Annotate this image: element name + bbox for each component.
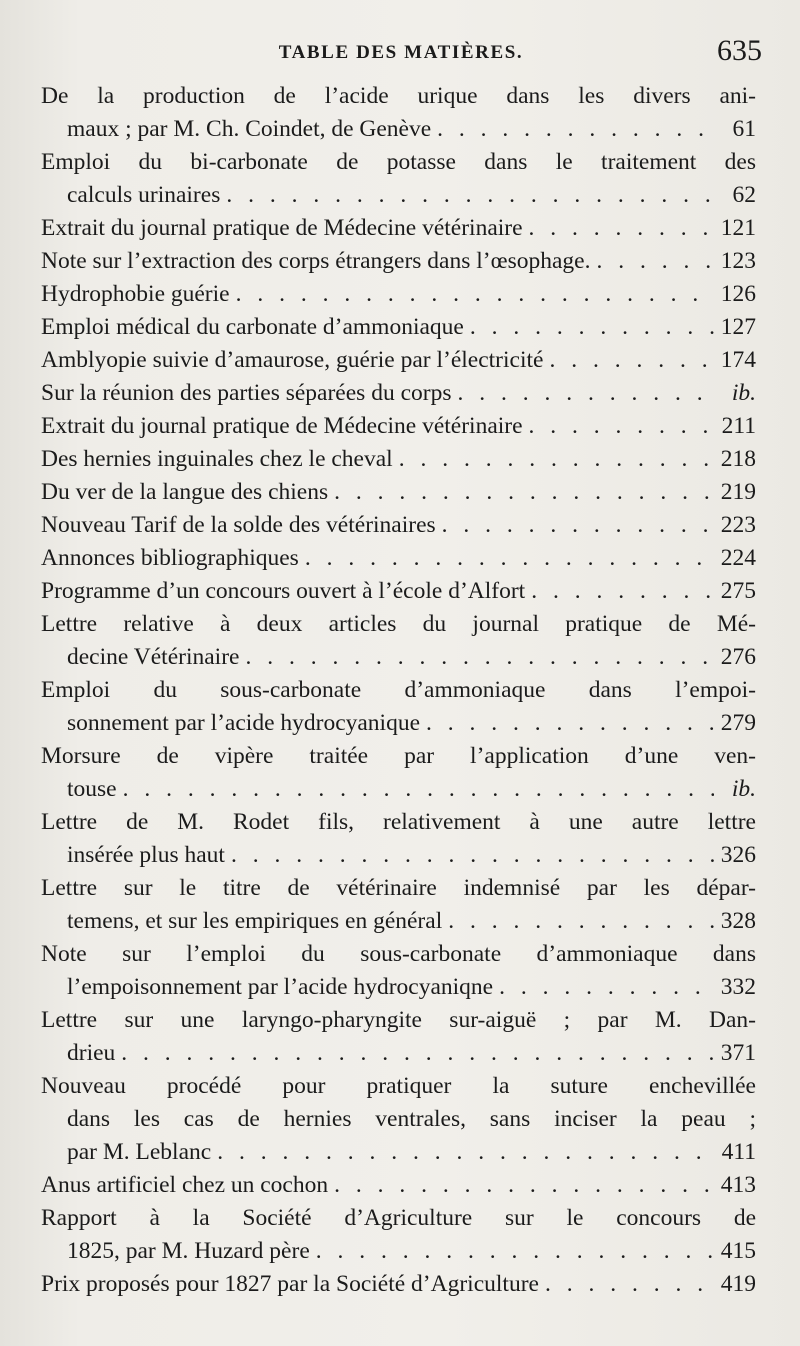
- toc-entry-line: [41, 641, 756, 674]
- dot-leader: [549, 344, 714, 377]
- toc-entry: [41, 509, 756, 542]
- toc-entry-text: calculs urinaires: [67, 182, 221, 208]
- toc-entry-line: [41, 575, 756, 608]
- dot-leader: [457, 377, 714, 410]
- dot-leader: [226, 179, 714, 212]
- toc-entry-text: Hydrophobie guérie: [41, 281, 230, 307]
- toc-entry: [41, 476, 756, 509]
- toc-entry: [41, 542, 756, 575]
- toc-entry-line: [41, 1268, 756, 1301]
- toc-entry-text: De la production de l’acide urique dans les divers ani-: [41, 83, 756, 109]
- toc-entry-text: dans les cas de hernies ventrales, sans inciser la peau ;: [67, 1106, 756, 1132]
- toc-entry-line: [41, 278, 756, 311]
- toc-entry-text: Annonces bibliographiques: [41, 545, 299, 571]
- toc-entry-line: [41, 1004, 756, 1037]
- toc-page-number: 219: [720, 479, 756, 505]
- toc-entry-line: [41, 905, 756, 938]
- toc-entry-line: [41, 1202, 756, 1235]
- toc-page-number: 121: [720, 215, 756, 241]
- toc-entry-line: [41, 1070, 756, 1103]
- toc-entry-line: [41, 608, 756, 641]
- dot-leader: [596, 245, 714, 278]
- toc-entry-text: Note sur l’extraction des corps étrangers dans l’œsophage.: [41, 248, 591, 274]
- toc-entry: [41, 1268, 756, 1301]
- toc-entry-line: [41, 773, 756, 806]
- toc-entry: [41, 410, 756, 443]
- toc-page-number: 275: [720, 578, 756, 604]
- toc-entry-line: [41, 674, 756, 707]
- toc-entry-line: [41, 542, 756, 575]
- dot-leader: [545, 1268, 714, 1301]
- dot-leader: [334, 1169, 714, 1202]
- toc-entry-text: Morsure de vipère traitée par l’application d’une ven-: [41, 743, 756, 769]
- toc-page-number: 279: [720, 710, 756, 736]
- dot-leader: [316, 1235, 714, 1268]
- dot-leader: [334, 476, 714, 509]
- toc-page-number: 326: [720, 842, 756, 868]
- toc-entry-text: Note sur l’emploi du sous-carbonate d’ammoniaque dans: [41, 941, 756, 967]
- dot-leader: [470, 311, 714, 344]
- toc-entry-text: touse: [67, 776, 117, 802]
- toc-entry-line: [41, 1037, 756, 1070]
- toc-entry-line: [41, 443, 756, 476]
- toc-entry: [41, 80, 756, 146]
- toc-entry: [41, 212, 756, 245]
- table-of-contents: [41, 80, 756, 1301]
- toc-entry-line: [41, 80, 756, 113]
- toc-entry-text: Amblyopie suivie d’amaurose, guérie par l’électricité: [41, 347, 544, 373]
- toc-entry: [41, 938, 756, 1004]
- toc-entry: [41, 344, 756, 377]
- dot-leader: [499, 971, 714, 1004]
- toc-entry-line: [41, 1169, 756, 1202]
- toc-entry-text: Extrait du journal pratique de Médecine vétérinaire: [41, 215, 523, 241]
- toc-page-number: 127: [720, 314, 756, 340]
- toc-page-number: 276: [720, 644, 756, 670]
- toc-page-number: 224: [720, 545, 756, 571]
- toc-entry-text: insérée plus haut: [67, 842, 225, 868]
- toc-entry-line: [41, 1136, 756, 1169]
- toc-entry: [41, 245, 756, 278]
- toc-page-number: 61: [732, 116, 756, 142]
- dot-leader: [531, 575, 714, 608]
- toc-entry-line: [41, 410, 756, 443]
- dot-leader: [305, 542, 714, 575]
- toc-entry: [41, 377, 756, 410]
- toc-page-number: 411: [721, 1139, 756, 1165]
- toc-entry: [41, 674, 756, 740]
- dot-leader: [236, 278, 714, 311]
- toc-page-number: ib.: [731, 776, 756, 802]
- page-number: 635: [717, 34, 762, 67]
- page-header: [40, 30, 762, 76]
- dot-leader: [426, 707, 714, 740]
- dot-leader: [529, 212, 714, 245]
- toc-entry-text: temens, et sur les empiriques en général: [67, 908, 443, 934]
- toc-entry-text: Programme d’un concours ouvert à l’école d’Alfort: [41, 578, 526, 604]
- toc-entry-text: par M. Leblanc: [67, 1139, 212, 1165]
- toc-entry-text: Emploi du bi-carbonate de potasse dans le traitement des: [41, 149, 756, 175]
- toc-entry-text: Emploi du sous-carbonate d’ammoniaque dans l’empoi-: [41, 677, 756, 703]
- toc-entry-line: [41, 707, 756, 740]
- toc-entry: [41, 311, 756, 344]
- toc-entry: [41, 443, 756, 476]
- dot-leader: [231, 839, 714, 872]
- toc-entry-text: maux ; par M. Ch. Coindet, de Genève: [67, 116, 432, 142]
- dot-leader: [121, 1037, 714, 1070]
- toc-entry-text: Nouveau procédé pour pratiquer la suture enchevillée: [41, 1073, 756, 1099]
- toc-page-number: 174: [720, 347, 756, 373]
- toc-entry: [41, 608, 756, 674]
- toc-entry-line: [41, 806, 756, 839]
- toc-page-number: 223: [720, 512, 756, 538]
- toc-entry-text: Prix proposés pour 1827 par la Société d’Agriculture: [41, 1271, 539, 1297]
- toc-entry-line: [41, 839, 756, 872]
- toc-entry-text: Lettre sur une laryngo-pharyngite sur-aiguë ; par M. Dan-: [41, 1007, 756, 1033]
- toc-entry-line: [41, 1235, 756, 1268]
- toc-entry: [41, 278, 756, 311]
- toc-entry-line: [41, 113, 756, 146]
- toc-entry-text: sonnement par l’acide hydrocyanique: [67, 710, 421, 736]
- toc-entry-text: Lettre relative à deux articles du journal pratique de Mé-: [41, 611, 756, 637]
- toc-entry-line: [41, 377, 756, 410]
- toc-page-number: 328: [720, 908, 756, 934]
- dot-leader: [437, 113, 714, 146]
- toc-entry-text: Lettre sur le titre de vétérinaire indemnisé par les dépar-: [41, 875, 756, 901]
- toc-entry-text: Sur la réunion des parties séparées du corps: [41, 380, 452, 406]
- toc-page-number: 419: [720, 1271, 756, 1297]
- toc-entry-line: [41, 179, 756, 212]
- toc-entry-line: [41, 311, 756, 344]
- toc-entry-line: [41, 509, 756, 542]
- dot-leader: [123, 773, 714, 806]
- toc-entry-text: Du ver de la langue des chiens: [41, 479, 329, 505]
- toc-entry: [41, 1070, 756, 1169]
- toc-page-number: 126: [720, 281, 756, 307]
- toc-entry-line: [41, 971, 756, 1004]
- toc-entry: [41, 1202, 756, 1268]
- toc-page-number: ib.: [731, 380, 756, 406]
- running-title: TABLE DES MATIÈRES.: [278, 42, 524, 63]
- toc-entry: [41, 575, 756, 608]
- toc-entry-line: [41, 344, 756, 377]
- dot-leader: [245, 641, 714, 674]
- toc-entry-text: Extrait du journal pratique de Médecine vétérinaire: [41, 413, 523, 439]
- toc-page-number: 218: [720, 446, 756, 472]
- toc-entry-text: decine Vétérinaire: [67, 644, 240, 670]
- dot-leader: [442, 509, 714, 542]
- toc-entry-text: l’empoisonnement par l’acide hydrocyaniqne: [67, 974, 494, 1000]
- toc-entry: [41, 872, 756, 938]
- toc-entry-text: Emploi médical du carbonate d’ammoniaque: [41, 314, 464, 340]
- toc-page-number: 123: [720, 248, 756, 274]
- dot-leader: [217, 1136, 714, 1169]
- toc-page-number: 415: [720, 1238, 756, 1264]
- toc-entry: [41, 1004, 756, 1070]
- toc-entry-line: [41, 1103, 756, 1136]
- toc-entry-text: Des hernies inguinales chez le cheval: [41, 446, 393, 472]
- dot-leader: [448, 905, 714, 938]
- toc-page-number: 62: [732, 182, 756, 208]
- dot-leader: [529, 410, 714, 443]
- toc-entry: [41, 806, 756, 872]
- toc-page-number: 332: [720, 974, 756, 1000]
- toc-entry-line: [41, 212, 756, 245]
- toc-entry: [41, 740, 756, 806]
- toc-entry-text: Rapport à la Société d’Agriculture sur le concours de: [41, 1205, 756, 1231]
- toc-entry-line: [41, 476, 756, 509]
- toc-entry-text: Lettre de M. Rodet fils, relativement à une autre lettre: [41, 809, 756, 835]
- toc-entry-text: drieu: [67, 1040, 116, 1066]
- toc-entry-line: [41, 872, 756, 905]
- dot-leader: [399, 443, 714, 476]
- toc-entry-line: [41, 146, 756, 179]
- toc-page-number: 211: [721, 413, 756, 439]
- toc-page-number: 371: [720, 1040, 756, 1066]
- toc-entry-line: [41, 740, 756, 773]
- toc-entry: [41, 1169, 756, 1202]
- toc-entry-line: [41, 245, 756, 278]
- toc-entry-text: Anus artificiel chez un cochon: [41, 1172, 329, 1198]
- toc-page-number: 413: [720, 1172, 756, 1198]
- toc-entry: [41, 146, 756, 212]
- toc-entry-text: 1825, par M. Huzard père: [67, 1238, 310, 1264]
- toc-entry-line: [41, 938, 756, 971]
- toc-entry-text: Nouveau Tarif de la solde des vétérinaires: [41, 512, 436, 538]
